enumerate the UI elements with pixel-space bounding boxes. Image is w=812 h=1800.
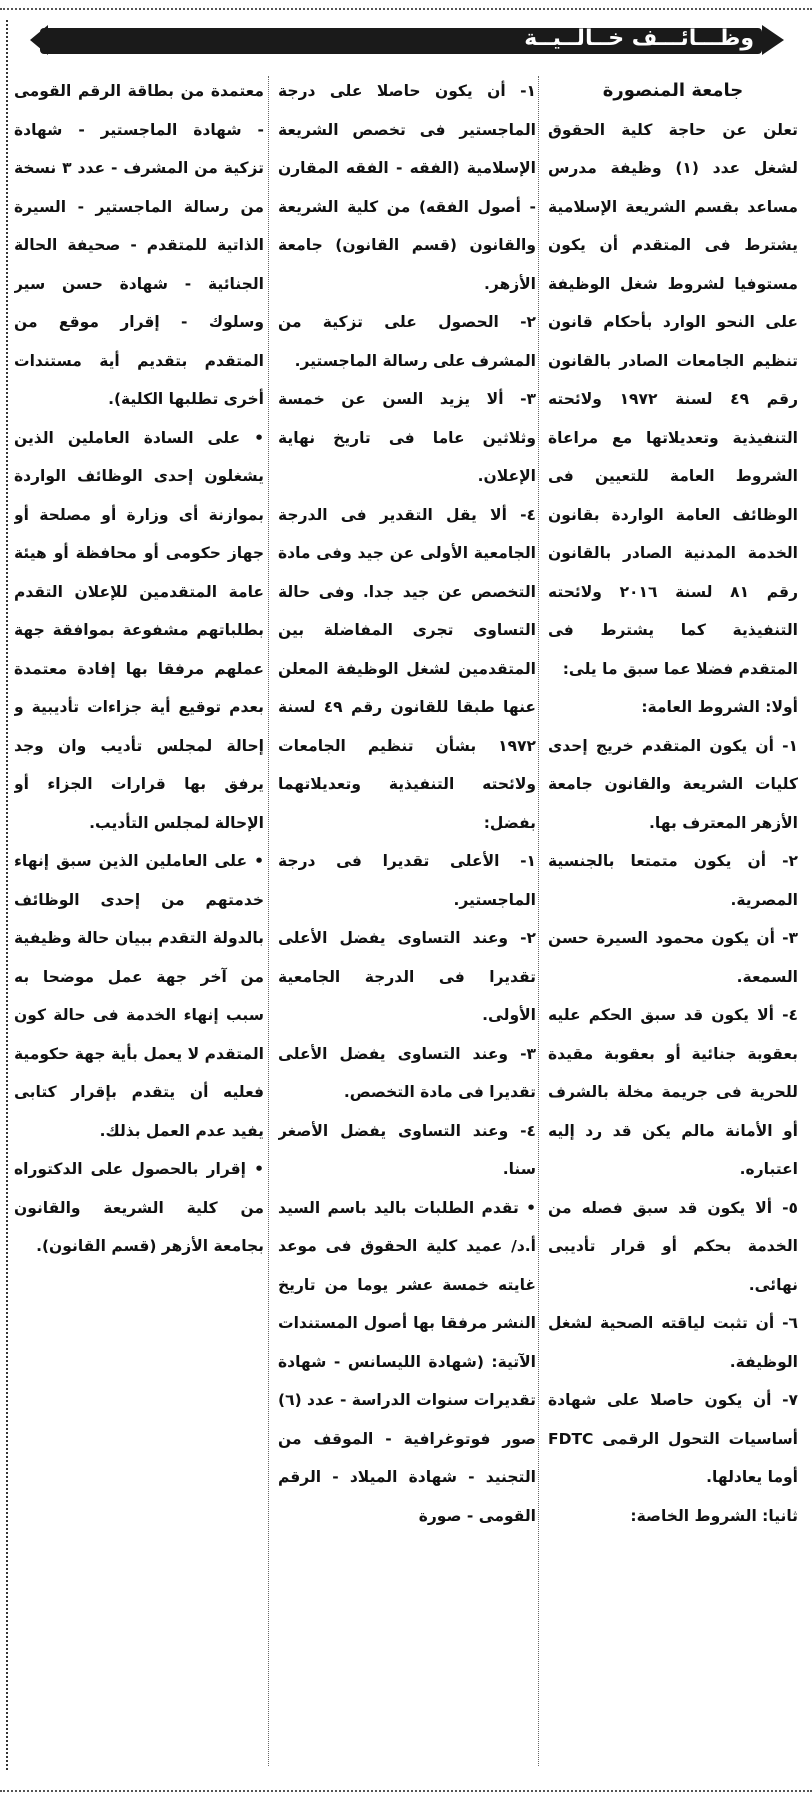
paragraph: ٤- وعند التساوى يفضل الأصغر سنا.: [278, 1121, 536, 1178]
paragraph: ١- أن يكون المتقدم خريج إحدى كليات الشريعة والقانون جامعة الأزهر المعترف بها.: [548, 736, 798, 832]
section-header: [30, 22, 784, 58]
paragraph: ٣- أن يكون محمود السيرة حسن السمعة.: [548, 929, 798, 986]
paragraph: ٣- وعند التساوى يفضل الأعلى تقديرا فى مادة التخصص.: [278, 1044, 536, 1101]
header-arrow-right-icon: [762, 25, 784, 55]
paragraph: • على العاملين الذين سبق إنهاء خدمتهم من إحدى الوظائف بالدولة التقدم ببيان حالة وظيفية من آخر جهة عمل موضحا به سبب إنهاء الخدمة فى حالة كون المتقدم لا يعمل بأية جهة حكومية فعليه أن يتقدم بإقرار كتابى يفيد عدم العمل بذلك.: [14, 852, 264, 1140]
paragraph: ٢- وعند التساوى يفضل الأعلى تقديرا فى الدرجة الجامعية الأولى.: [278, 929, 536, 1024]
paragraph: ٢- الحصول على تزكية من المشرف على رسالة الماجستير.: [278, 313, 536, 370]
top-dotted-border: [0, 0, 812, 10]
column-3: [14, 72, 264, 1772]
paragraph: • إقرار بالحصول على الدكتوراه من كلية الشريعة والقانون بجامعة الأزهر (قسم القانون).: [14, 1160, 264, 1255]
column-2: [278, 72, 536, 1772]
paragraph: تعلن عن حاجة كلية الحقوق لشغل عدد (١) وظيفة مدرس مساعد بقسم الشريعة الإسلامية يشترط فى المتقدم أن يكون مستوفيا لشروط شغل الوظيفة على النحو الوارد بأحكام قانون تنظيم الجامعات الصادر بالقانون رقم ٤٩ لسنة ١٩٧٢ ولائحته التنفيذية وتعديلاتها مع مراعاة الشروط العامة للتعيين فى الوظائف العامة الواردة بقانون الخدمة المدنية الصادر بالقانون رقم ٨١ لسنة ٢٠١٦ ولائحته التنفيذية كما يشترط فى المتقدم فضلا عما سبق ما يلى:: [548, 120, 798, 678]
paragraph: أولا: الشروط العامة:: [641, 698, 798, 716]
article-columns: [14, 72, 798, 1772]
paragraph: ٢- أن يكون متمتعا بالجنسية المصرية.: [548, 852, 798, 909]
article-heading: جامعة المنصورة: [602, 80, 744, 101]
paragraph: • على السادة العاملين الذين يشغلون إحدى الوظائف الواردة بموازنة أى وزارة أو مصلحة أو جهاز حكومى أو محافظة أو هيئة عامة المتقدمين للإعلان التقدم بطلباتهم مشفوعة بموافقة جهة عملهم مرفقا بها إفادة معتمدة بعدم توقيع أية جزاءات تأديبية و إحالة لمجلس تأديب وان وجد يرفق بها قرارات الجزاء أو الإحالة لمجلس التأديب.: [14, 428, 264, 832]
bottom-dotted-border: [0, 1790, 812, 1798]
paragraph: ٤- ألا يقل التقدير فى الدرجة الجامعية الأولى عن جيد وفى مادة التخصص عن جيد جدا. وفى حالة التساوى تجرى المفاضلة بين المتقدمين لشغل الوظيفة المعلن عنها طبقا للقانون رقم ٤٩ لسنة ١٩٧٢ بشأن تنظيم الجامعات ولائحته التنفيذية وتعديلاتهما بفضل:: [278, 505, 536, 832]
paragraph: ١- أن يكون حاصلا على درجة الماجستير فى تخصص الشريعة الإسلامية (الفقه - الفقه المقارن - أصول الفقه) من كلية الشريعة والقانون (قسم القانون) جامعة الأزهر.: [278, 82, 536, 293]
paragraph: ١- الأعلى تقديرا فى درجة الماجستير.: [278, 852, 536, 909]
paragraph: ٥- ألا يكون قد سبق فصله من الخدمة بحكم أو قرار تأديبى نهائى.: [548, 1198, 798, 1294]
column-1: [548, 72, 798, 1772]
paragraph: • تقدم الطلبات باليد باسم السيد أ.د/ عميد كلية الحقوق فى موعد غايته خمسة عشر يوما من تاريخ النشر مرفقا بها أصول المستندات الآتية: (شهادة الليسانس - شهادة تقديرات سنوات الدراسة - عدد (٦) صور فوتوغرافية - الموقف من التجنيد - شهادة الميلاد - الرقم القومى - صورة: [278, 1198, 536, 1525]
paragraph: ٤- ألا يكون قد سبق الحكم عليه بعقوبة جنائية أو بعقوبة مقيدة للحرية فى جريمة مخلة بالشرف أو الأمانة مالم يكن قد رد إليه اعتباره.: [548, 1006, 798, 1178]
paragraph: ٧- أن يكون حاصلا على شهادة أساسيات التحول الرقمى FDTC أوما يعادلها.: [548, 1391, 798, 1486]
header-title: وظـــائـــف خــالــيــة: [524, 26, 754, 51]
paragraph: ٣- ألا يزيد السن عن خمسة وثلاثين عاما فى تاريخ نهاية الإعلان.: [278, 390, 536, 485]
paragraph: ٦- أن تثبت لياقته الصحية لشغل الوظيفة.: [548, 1314, 798, 1371]
paragraph: ثانيا: الشروط الخاصة:: [630, 1506, 798, 1525]
paragraph: معتمدة من بطاقة الرقم القومى - شهادة الماجستير - شهادة تزكية من المشرف - عدد ٣ نسخة من رسالة الماجستير - السيرة الذاتية للمتقدم - صحيفة الحالة الجنائية - شهادة حسن سير وسلوك - إقرار موقع من المتقدم بتقديم أية مستندات أخرى تطلبها الكلية).: [14, 82, 264, 408]
